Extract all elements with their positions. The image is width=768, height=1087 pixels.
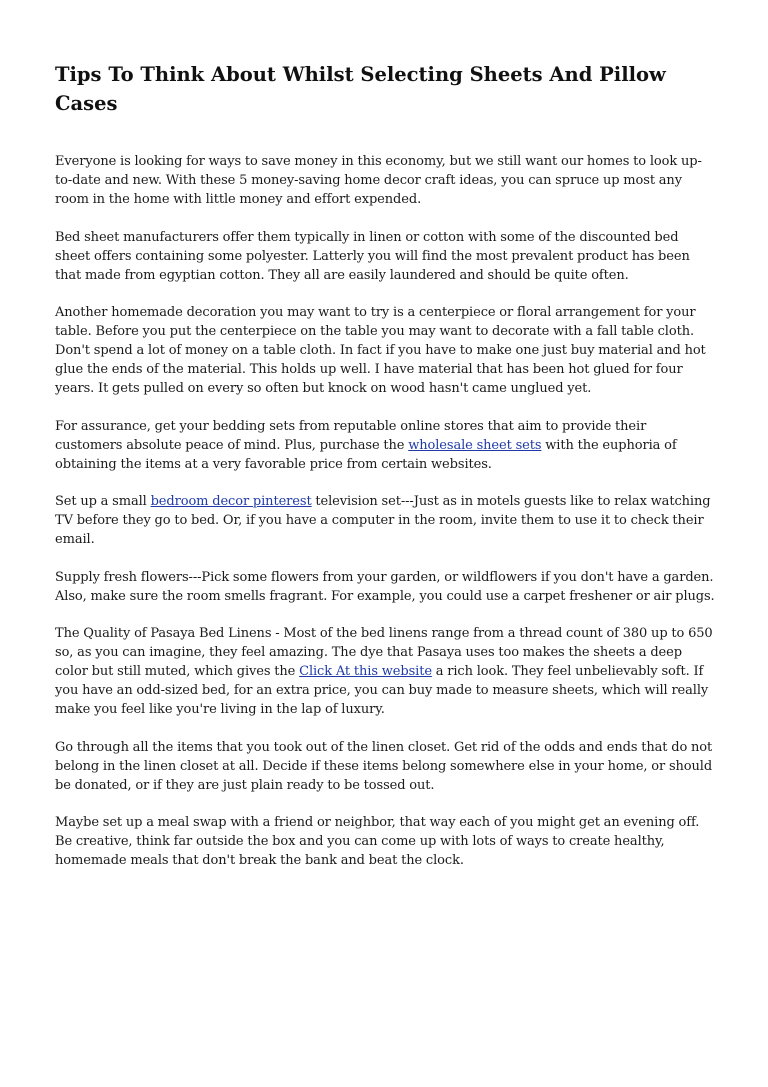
paragraph-text: television set---Just as in motels guests like to relax watching TV before they go to bed. Or, if you have a computer in the room, invite them to use it to check their email. [55,494,711,547]
paragraph-text: with the euphoria of obtaining the items at a very favorable price from certain websites. [55,437,677,472]
paragraph-bed-sheet-manufacturers: Bed sheet manufacturers offer them typically in linen or cotton with some of the discounted bed sheet offers containing some polyester. Latterly you will find the most prevalent product has been that made from egyptian cotton. They all are easily laundered and should be quite often. [55,229,690,283]
paragraph-fresh-flowers: Supply fresh flowers---Pick some flowers from your garden, or wildflowers if you don't have a garden. Also, make sure the room smells fragrant. For example, you could use a carpet freshener or air plugs. [55,569,715,604]
paragraph-text: The Quality of Pasaya Bed Linens - Most of the bed linens range from a thread count of 380 up to 650 so, as you can imagine, they feel amazing. The dye that Pasaya uses too makes the sheets a deep color but still muted, which gives the [55,626,713,679]
paragraph-text: a rich look. They feel unbelievably soft. If you have an odd-sized bed, for an extra price, you can buy made to measure sheets, which will really make you feel like you're living in the lap of luxury. [55,664,709,717]
paragraph-text: Set up a small [55,494,151,509]
paragraph-linen-closet: Go through all the items that you took out of the linen closet. Get rid of the odds and ends that do not belong in the linen closet at all. Decide if these items belong somewhere else in your home, or should be donated, or if they are just plain ready to be tossed out. [55,739,713,793]
paragraph-text: For assurance, get your bedding sets from reputable online stores that aim to provide their customers absolute peace of mind. Plus, purchase the [55,418,647,453]
paragraph-meal-swap: Maybe set up a meal swap with a friend or neighbor, that way each of you might get an evening off. Be creative, think far outside the box and you can come up with lots of ways to create healthy, homemade meals that don't break the bank and beat the clock. [55,815,700,868]
paragraph-intro: Everyone is looking for ways to save money in this economy, but we still want our homes to look up-to-date and new. With these 5 money-saving home decor craft ideas, you can spruce up most any room in the home with little money and effort expended. [55,154,702,207]
paragraph-centerpiece: Another homemade decoration you may want to try is a centerpiece or floral arrangement for your table. Before you put the centerpiece on the table you may want to decorate with a fall table cloth. Don't spend a lot of money on a table cloth. In fact if you have to make one just buy material and hot glue the ends of the material. This holds up well. I have material that has been hot glued for four years. It gets pulled on every so often but knock on wood hasn't came unglued yet. [55,305,706,396]
document-page [55,60,715,889]
paragraph-television-set [55,492,715,549]
wholesale-sheet-sets-link[interactable]: wholesale sheet sets [408,437,542,453]
page-title: Tips To Think About Whilst Selecting Sheets And Pillow Cases [55,63,666,115]
click-at-this-website-link[interactable]: Click At this website [299,664,432,679]
bedroom-decor-pinterest-link[interactable]: bedroom decor pinterest [150,494,312,509]
paragraph-pasaya-quality [55,624,715,719]
paragraph-assurance [55,417,715,474]
